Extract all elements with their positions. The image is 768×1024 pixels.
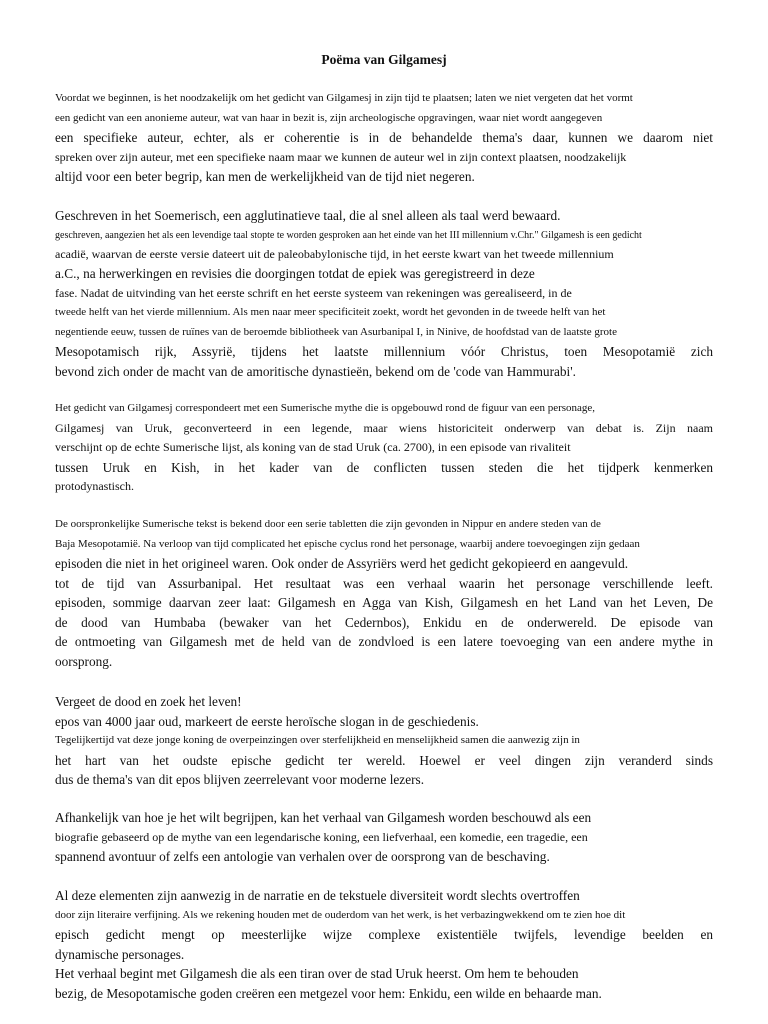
paragraph	[55, 886, 713, 1003]
text-line: episoden die niet in het origineel waren. Ook onder de Assyriërs werd het gedicht gekopieerd en aangevuld.	[55, 556, 629, 571]
text-line: bezig, de Mesopotamische goden creëren een metgezel voor hem: Enkidu, een wilde en behaarde man.	[55, 985, 602, 1001]
text-line: protodynastisch.	[55, 479, 134, 493]
text-line: oorsprong.	[55, 653, 113, 669]
document-title: Poëma van Gilgamesj	[321, 52, 447, 67]
text-line: een specifieke auteur, echter, als er coherentie is in de behandelde thema's daar, kunnen we daarom niet	[55, 130, 713, 145]
text-line: Voordat we beginnen, is het noodzakelijk om het gedicht van Gilgamesj in zijn tijd te plaatsen; laten we niet vergeten dat het vormt	[55, 92, 633, 104]
text-line: fase. Nadat de uitvinding van het eerste schrift en het eerste systeem van rekeningen was gerealiseerd, in de	[55, 285, 572, 300]
text-line: acadië, waarvan de eerste versie dateert uit de paleobabylonische tijd, in het eerste kwart van het tweede millennium	[55, 246, 614, 261]
paragraph	[55, 515, 713, 671]
text-line: de ontmoeting van Gilgamesh met de held van de zondvloed is een latere toevoeging van een andere mythe in	[55, 634, 713, 649]
text-line: Baja Mesopotamië. Na verloop van tijd complicated het epische cyclus rond het personage, waarbij andere toevoegingen zijn gedaan	[55, 537, 640, 550]
text-line: door zijn literaire verfijning. Als we rekening houden met de ouderdom van het werk, is het verbazingwekkend om te zien hoe dit	[55, 908, 626, 921]
text-line: Het verhaal begint met Gilgamesh die als een tiran over de stad Uruk heerst. Om hem te behouden	[55, 966, 579, 981]
text-line: altijd voor een beter begrip, kan men de werkelijkheid van de tijd niet negeren.	[55, 169, 475, 184]
text-line: het hart van het oudste epische gedicht ter wereld. Hoewel er veel dingen zijn veranderd sinds	[55, 752, 713, 768]
text-line: spannend avontuur of zelfs een antologie van verhalen over de oorsprong van de beschaving.	[55, 849, 550, 864]
text-line: episch gedicht mengt op meesterlijke wijze complexe existentiële twijfels, levendige beelden en	[55, 927, 713, 942]
text-line: negentiende eeuw, tussen de ruïnes van de beroemde bibliotheek van Asurbanipal I, in Ninive, de hoofdstad van de laatste grote	[55, 325, 617, 338]
text-line: verschijnt op de echte Sumerische lijst, als koning van de stad Uruk (ca. 2700), in een episode van rivaliteit	[55, 440, 571, 454]
text-line: Geschreven in het Soemerisch, een agglutinatieve taal, die al snel alleen als taal werd bewaard.	[55, 208, 561, 223]
text-line: spreken over zijn auteur, met een specifieke naam maar we kunnen de auteur wel in zijn context plaatsen, noodzakelijk	[55, 149, 627, 164]
text-line: Het gedicht van Gilgamesj correspondeert met een Sumerische mythe die is opgebouwd rond de figuur van een personage,	[55, 402, 596, 414]
paragraph	[55, 89, 713, 187]
text-line: dus de thema's van dit epos blijven zeerrelevant voor moderne lezers.	[55, 772, 425, 787]
text-line: dynamische personages.	[55, 946, 185, 962]
text-line: Vergeet de dood en zoek het leven!	[55, 694, 242, 709]
text-line: epos van 4000 jaar oud, markeert de eerste heroïsche slogan in de geschiedenis.	[55, 713, 479, 729]
text-line: episoden, sommige daarvan zeer laat: Gilgamesh en Agga van Kish, Gilgamesh en het Land van het Leven, De	[55, 595, 713, 610]
text-line: een gedicht van een anonieme auteur, wat van haar in bezit is, zijn archeologische opgravingen, waar niet wordt aangegeven	[55, 111, 603, 124]
text-line: Afhankelijk van hoe je het wilt begrijpen, kan het verhaal van Gilgamesh worden beschouwd als een	[55, 810, 592, 825]
text-line: tussen Uruk en Kish, in het kader van de conflicten tussen steden die het tijdperk kenmerken	[55, 459, 713, 475]
text-line: Tegelijkertijd vat deze jonge koning de overpeinzingen over sterfelijkheid en menselijkheid samen die aanwezig zijn in	[55, 734, 580, 746]
text-line: biografie gebaseerd op de mythe van een legendarische koning, een liefverhaal, een komedie, een tragedie, een	[55, 829, 588, 844]
text-line: tweede helft van het vierde millennium. Als men naar meer specificiteit zoekt, wordt het gevonden in de tweede helft van het	[55, 306, 606, 318]
text-line: Mesopotamisch rijk, Assyrië, tijdens het laatste millennium vóór Christus, toen Mesopotamië zich	[55, 344, 713, 359]
text-line: De oorspronkelijke Sumerische tekst is bekend door een serie tabletten die zijn gevonden in Nippur en andere steden van de	[55, 518, 601, 530]
text-line: tot de tijd van Assurbanipal. Het resultaat was een verhaal waarin het personage verschillende leeft.	[55, 575, 713, 591]
paragraph	[55, 399, 713, 497]
paragraph	[55, 206, 713, 381]
text-line: a.C., na herwerkingen en revisies die doorgingen totdat de epiek was geregistreerd in deze	[55, 266, 535, 281]
text-line: de dood van Humbaba (bewaker van het Cedernbos), Enkidu en de onderwereld. De episode van	[55, 614, 713, 630]
text-line: geschreven, aangezien het als een levendige taal stopte te worden gesproken aan het einde van het III millennium v.Chr." Gilgamesh is een gedicht	[55, 229, 642, 241]
paragraph	[55, 692, 713, 790]
paragraph	[55, 808, 713, 867]
text-line: Al deze elementen zijn aanwezig in de narratie en de tekstuele diversiteit wordt slechts overtroffen	[55, 888, 580, 903]
text-line: Gilgamesj van Uruk, geconverteerd in een legende, maar wiens historiciteit onderwerp van debat is. Zijn naam	[55, 420, 713, 435]
text-line: bevond zich onder de macht van de amoritische dynastieën, bekend om de 'code van Hammurabi'.	[55, 363, 576, 379]
